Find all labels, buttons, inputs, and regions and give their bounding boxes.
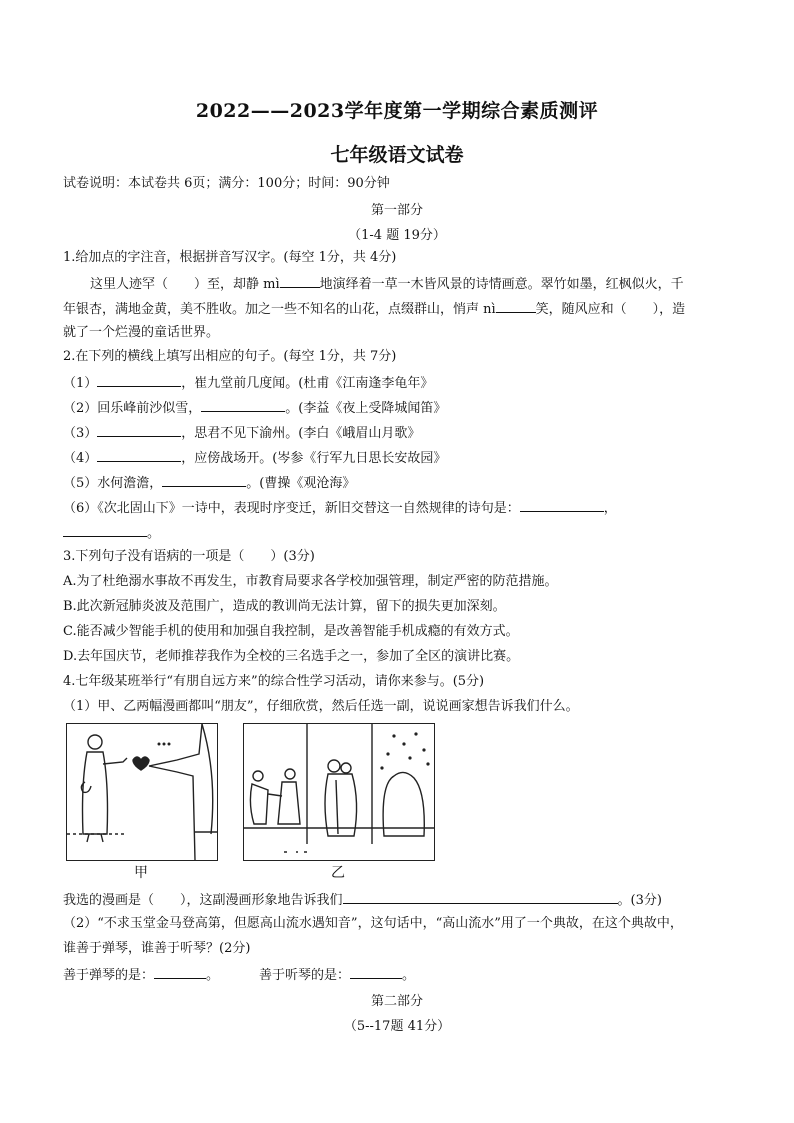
part2-title: 第二部分	[370, 994, 423, 1009]
q2-text: ，崔九堂前几度闻。(杜甫《江南逢李龟年》	[181, 376, 434, 391]
comic-jia-image	[66, 723, 218, 861]
q2-blank[interactable]	[520, 499, 604, 512]
q1-passage-line3: 就了一个烂漫的童话世界。	[63, 325, 220, 340]
q2-blank[interactable]	[97, 374, 181, 387]
q1-text: 年银杏，满地金黄，美不胜收。加之一些不知名的山花，点缀群山，悄声 nì	[63, 302, 496, 317]
exam-subtitle: 七年级语文试卷	[330, 144, 464, 166]
q4-play-label: 善于弹琴的是：	[63, 968, 155, 983]
q1-blank[interactable]	[280, 275, 320, 288]
q3-option-c: C.能否减少智能手机的使用和加强自我控制，是改善智能手机成瘾的有效方式。	[63, 624, 519, 639]
q1-stem: 1.给加点的字注音，根据拼音写汉字。(每空 1分，共 4分)	[63, 250, 397, 265]
comic-jia-drawing	[67, 724, 217, 860]
q2-text: （5）水何澹澹，	[63, 476, 163, 491]
q4-sub1: （1）甲、乙两幅漫画都叫“朋友”，仔细欣赏，然后任选一副，说说画家想告诉我们什么。	[63, 699, 579, 714]
q4-sub2-line2: 谁善于弹琴，谁善于听琴？(2分)	[63, 941, 251, 956]
q2-num: （4）	[63, 451, 98, 466]
q2-text: ，应傍战场开。(岑参《行军九日思长安故园》	[181, 451, 447, 466]
q2-text: ，	[603, 501, 617, 516]
q2-text: 。(曹操《观沧海》	[246, 476, 356, 491]
q2-num: （1）	[63, 376, 98, 391]
part2-range: （5--17题 41分）	[343, 1019, 451, 1034]
part1-range: （1-4 题 19分）	[348, 228, 446, 243]
q4-listen-label: 善于听琴的是：	[259, 968, 351, 983]
q1-blank[interactable]	[496, 300, 536, 313]
q3-stem: 3.下列句子没有语病的一项是（ ）(3分)	[63, 549, 315, 564]
q1-passage-line2	[63, 300, 685, 318]
q1-text: 笑，随风应和（ ），造	[535, 302, 686, 317]
q4-text: 。(3分)	[617, 893, 662, 908]
q1-text: 地演绎着一草一木皆风景的诗情画意。翠竹如墨，红枫似火，千	[319, 277, 684, 292]
comic-jia-caption: 甲	[134, 865, 148, 881]
q2-blank[interactable]	[63, 524, 147, 537]
q2-blank[interactable]	[201, 399, 285, 412]
q2-blank[interactable]	[162, 474, 246, 487]
part1-title: 第一部分	[370, 203, 423, 218]
comic-yi-image	[243, 723, 435, 861]
q3-option-a: A.为了杜绝溺水事故不再发生，市教育局要求各学校加强管理，制定严密的防范措施。	[63, 574, 558, 589]
q2-blank[interactable]	[97, 449, 181, 462]
q2-line6b	[63, 524, 160, 542]
q1-text: 这里人迹罕（ ）至，却静 mì	[90, 277, 280, 292]
q2-line2	[63, 399, 446, 417]
q3-option-d: D.去年国庆节，老师推荐我作为全校的三名选手之一，参加了全区的演讲比赛。	[63, 649, 520, 664]
q2-text: ，思君不见下渝州。(李白《峨眉山月歌》	[181, 426, 421, 441]
q4-text: 。	[206, 968, 220, 983]
comic-yi-caption: 乙	[331, 865, 345, 881]
q2-stem: 2.在下列的横线上填写出相应的句子。(每空 1分，共 7分)	[63, 349, 397, 364]
comic-yi-drawing	[244, 724, 434, 860]
q2-line6	[63, 499, 617, 517]
q4-answer-blank[interactable]	[343, 891, 618, 904]
q3-option-b: B.此次新冠肺炎波及范围广，造成的教训尚无法计算，留下的损失更加深刻。	[63, 599, 506, 614]
q2-text: （2）回乐峰前沙似雪，	[63, 401, 202, 416]
q4-listen-blank[interactable]	[350, 966, 402, 979]
exam-title: 2022——2023学年度第一学期综合素质测评	[195, 100, 599, 122]
q4-sub2-answers	[63, 966, 415, 984]
q2-line1	[63, 374, 433, 392]
q4-sub2-line1: （2）“不求玉堂金马登高第，但愿高山流水遇知音”，这句话中，“高山流水”用了一个典故，在这个典故中，	[63, 916, 683, 931]
q4-stem: 4.七年级某班举行“有朋自远方来”的综合性学习活动，请你来参与。(5分)	[63, 674, 485, 689]
exam-instructions: 试卷说明：本试卷共 6页；满分：100分；时间：90分钟	[63, 176, 390, 191]
q2-num: （3）	[63, 426, 98, 441]
q4-text: 。	[402, 968, 416, 983]
q2-text: 。	[147, 526, 161, 541]
q4-play-blank[interactable]	[154, 966, 206, 979]
q4-answer-line	[63, 891, 662, 909]
q2-blank[interactable]	[97, 424, 181, 437]
q2-line5	[63, 474, 355, 492]
q2-text: 。(李益《夜上受降城闻笛》	[285, 401, 447, 416]
q2-line4	[63, 449, 446, 467]
q2-line3	[63, 424, 420, 442]
q1-passage-line1	[90, 275, 684, 293]
q4-text: 我选的漫画是（ ），这副漫画形象地告诉我们	[63, 893, 343, 908]
q2-text: （6）《次北固山下》一诗中，表现时序变迁，新旧交替这一自然规律的诗句是：	[63, 501, 520, 516]
